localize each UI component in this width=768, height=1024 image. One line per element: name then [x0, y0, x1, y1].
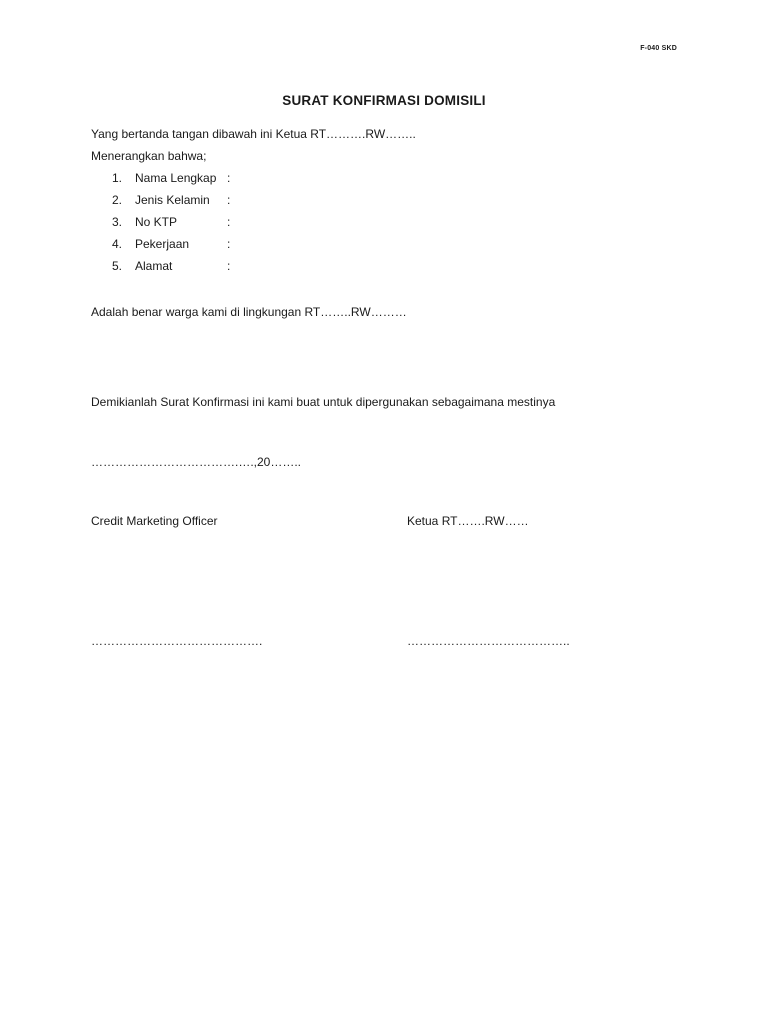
place-date-line: ……………………………….….,20……..	[91, 455, 302, 469]
intro-text: Yang bertanda tangan dibawah ini Ketua RT……….RW……..	[91, 127, 416, 141]
signature-title-cmo: Credit Marketing Officer	[91, 514, 218, 528]
field-colon: :	[227, 237, 231, 251]
states-text: Menerangkan bahwa;	[91, 149, 207, 163]
field-number: 3.	[112, 215, 123, 229]
field-number: 2.	[112, 193, 123, 207]
signature-title-ketua-rt: Ketua RT…….RW……	[407, 514, 529, 528]
field-label-no-ktp: No KTP	[135, 215, 178, 229]
signature-line-ketua-rt: …………………………………..	[407, 634, 570, 648]
field-colon: :	[227, 215, 231, 229]
field-number: 4.	[112, 237, 123, 251]
resident-statement: Adalah benar warga kami di lingkungan RT……..RW………	[91, 305, 407, 319]
field-number: 5.	[112, 259, 123, 273]
closing-statement: Demikianlah Surat Konfirmasi ini kami buat untuk dipergunakan sebagaimana mestinya	[91, 395, 556, 409]
field-label-pekerjaan: Pekerjaan	[135, 237, 190, 251]
field-number: 1.	[112, 171, 123, 185]
form-code: F-040 SKD	[640, 45, 677, 52]
field-colon: :	[227, 259, 231, 273]
signature-line-cmo: …………………………………….	[91, 634, 263, 648]
field-label-alamat: Alamat	[135, 259, 173, 273]
document-title: SURAT KONFIRMASI DOMISILI	[282, 93, 486, 108]
field-colon: :	[227, 193, 231, 207]
field-label-nama-lengkap: Nama Lengkap	[135, 171, 217, 185]
field-colon: :	[227, 171, 231, 185]
field-label-jenis-kelamin: Jenis Kelamin	[135, 193, 210, 207]
